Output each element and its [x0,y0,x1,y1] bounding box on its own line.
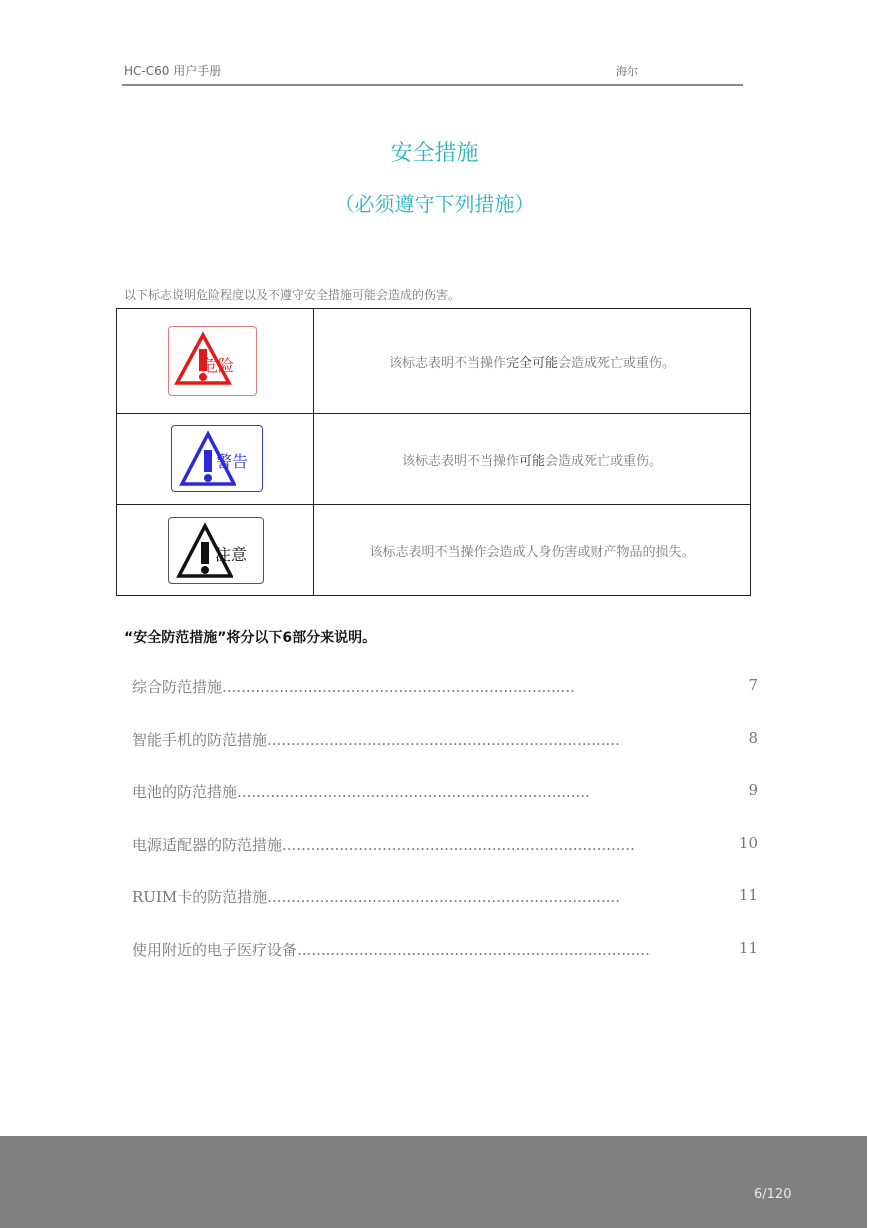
sign-label: 注意 [215,545,248,564]
page-subtitle: （必须遵守下列措施） [334,192,535,216]
document-title: HC-C60 用户手册 [124,64,222,78]
intro-text: 以下标志说明危险程度以及不遵守安全措施可能会造成的伤害。 [124,288,461,302]
toc-title: 智能手机的防范措施 [132,730,268,749]
sign-row-caution [117,505,751,596]
sign-label: 危险 [202,356,235,375]
toc-entry[interactable]: RUIM卡的防范措施.......................................................................... 11 [132,886,758,906]
sections-note: “安全防范措施”将分以下6部分来说明。 [124,630,377,646]
toc-page: 7 [748,676,758,694]
sign-label: 警告 [216,452,249,471]
sign-description: 该标志表明不当操作可能会造成死亡或重伤。 [314,414,751,505]
toc-title: 使用附近的电子医疗设备 [132,940,298,959]
toc-title: 电池的防范措施 [132,783,238,801]
sign-description: 该标志表明不当操作完全可能会造成死亡或重伤。 [314,309,751,414]
caution-sign [168,517,264,584]
toc-entry[interactable]: 电池的防范措施.......................................................................... 9 [132,781,758,801]
toc-page: 11 [738,938,758,957]
table-of-contents [132,676,758,991]
toc-title: 电源适配器的防范措施 [132,835,283,854]
sign-row-danger [117,309,751,414]
page-header [122,60,743,86]
toc-page: 10 [738,833,758,852]
danger-sign [168,326,257,396]
page-number: 6/120 [754,1187,792,1202]
toc-entry[interactable]: 综合防范措施.......................................................................... 7 [132,676,758,696]
toc-page: 11 [738,886,758,904]
toc-page: 8 [748,728,758,747]
toc-page: 9 [748,781,758,799]
warning-sign [171,425,263,492]
page-footer [0,1136,867,1228]
toc-title: 综合防范措施 [132,678,223,696]
brand-name: 海尔 [616,65,638,78]
page-title: 安全措施 [390,141,479,166]
toc-entry[interactable]: 智能手机的防范措施.......................................................................... 8 [132,728,758,749]
toc-title: RUIM卡的防范措施 [132,888,268,906]
warning-signs-table [116,308,751,596]
toc-entry[interactable]: 使用附近的电子医疗设备.......................................................................... 11 [132,938,758,959]
toc-entry[interactable]: 电源适配器的防范措施.......................................................................... 10 [132,833,758,854]
sign-description: 该标志表明不当操作会造成人身伤害或财产物品的损失。 [314,505,751,596]
sign-row-warning [117,414,751,505]
